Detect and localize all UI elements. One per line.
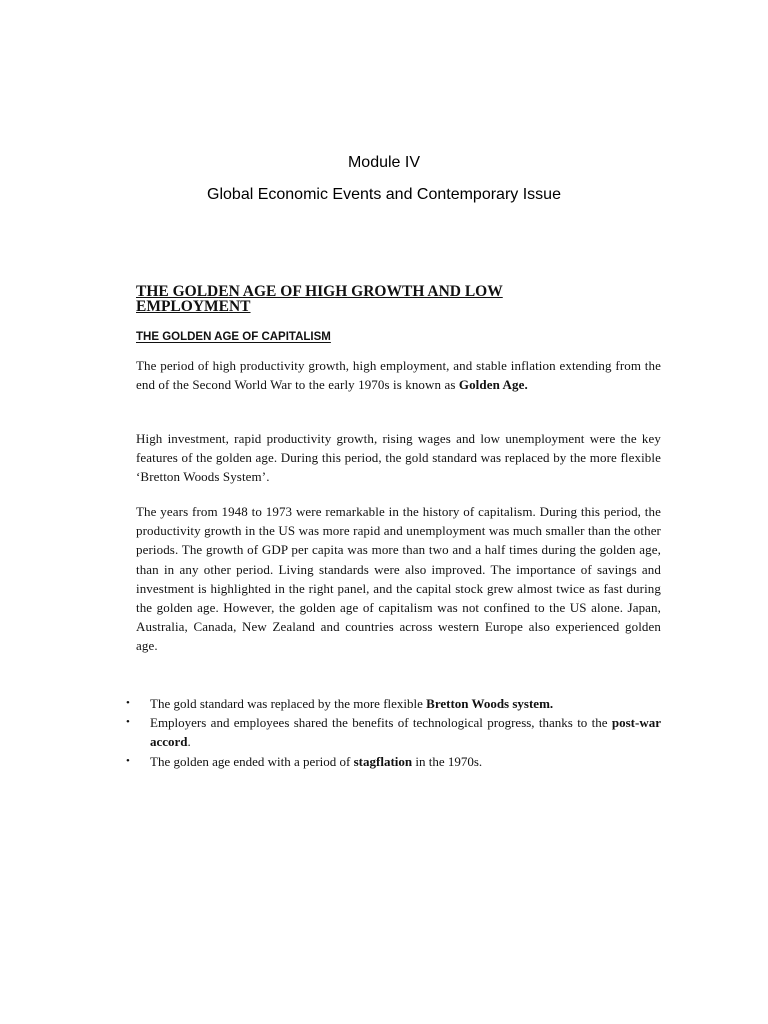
bullet-3-text: The golden age ended with a period of — [150, 753, 354, 769]
paragraph-2: High investment, rapid productivity growth, rising wages and low unemployment were the key features of the golden age. During this period, the gold standard was replaced by the more flexible ‘Bretton Woods System’. — [136, 431, 661, 485]
paragraph-1-bold: Golden Age. — [458, 377, 528, 393]
bullet-list — [126, 694, 661, 771]
bullet-1-text: The gold standard was replaced by the more flexible — [150, 696, 427, 711]
section-heading: THE GOLDEN AGE OF HIGH GROWTH AND LOW EMPLOYMENT — [136, 283, 503, 315]
bullet-2-text: Employers and employees shared the benefits of technological progress, thanks to the — [150, 715, 612, 731]
bullet-2-end: . — [187, 734, 191, 750]
bullet-marker: • — [126, 754, 130, 767]
paragraph-1 — [136, 356, 661, 394]
bullet-2-bold: post-war accord — [150, 715, 661, 750]
bullet-3-bold: stagflation — [353, 753, 413, 769]
bullet-marker: • — [126, 716, 130, 729]
bullet-item — [126, 752, 661, 771]
bullet-3-end: in the 1970s. — [412, 753, 483, 769]
bullet-item — [126, 694, 661, 713]
sub-heading: THE GOLDEN AGE OF CAPITALISM — [136, 331, 331, 343]
bullet-item — [126, 713, 661, 751]
bullet-marker: • — [126, 697, 130, 709]
module-subtitle: Global Economic Events and Contemporary Issue — [207, 186, 561, 203]
paragraph-1-text: The period of high productivity growth, high employment, and stable inflation extending from the end of the Second World War to the early 1970s is known as — [136, 358, 661, 393]
paragraph-3: The years from 1948 to 1973 were remarkable in the history of capitalism. During this period, the productivity growth in the US was more rapid and unemployment was much smaller than the other periods. The growth of GDP per capita was more than two and a half times during the golden age, than in any other period. Living standards were also improved. The importance of savings and investment is highlighted in the right panel, and the capital stock grew almost twice as fast during the golden age. However, the golden age of capitalism was not confined to the US alone. Japan, Australia, Canada, New Zealand and countries across western Europe also experienced golden age. — [136, 504, 661, 654]
bullet-1-bold: Bretton Woods system. — [426, 696, 554, 711]
module-title: Module IV — [347, 154, 421, 171]
